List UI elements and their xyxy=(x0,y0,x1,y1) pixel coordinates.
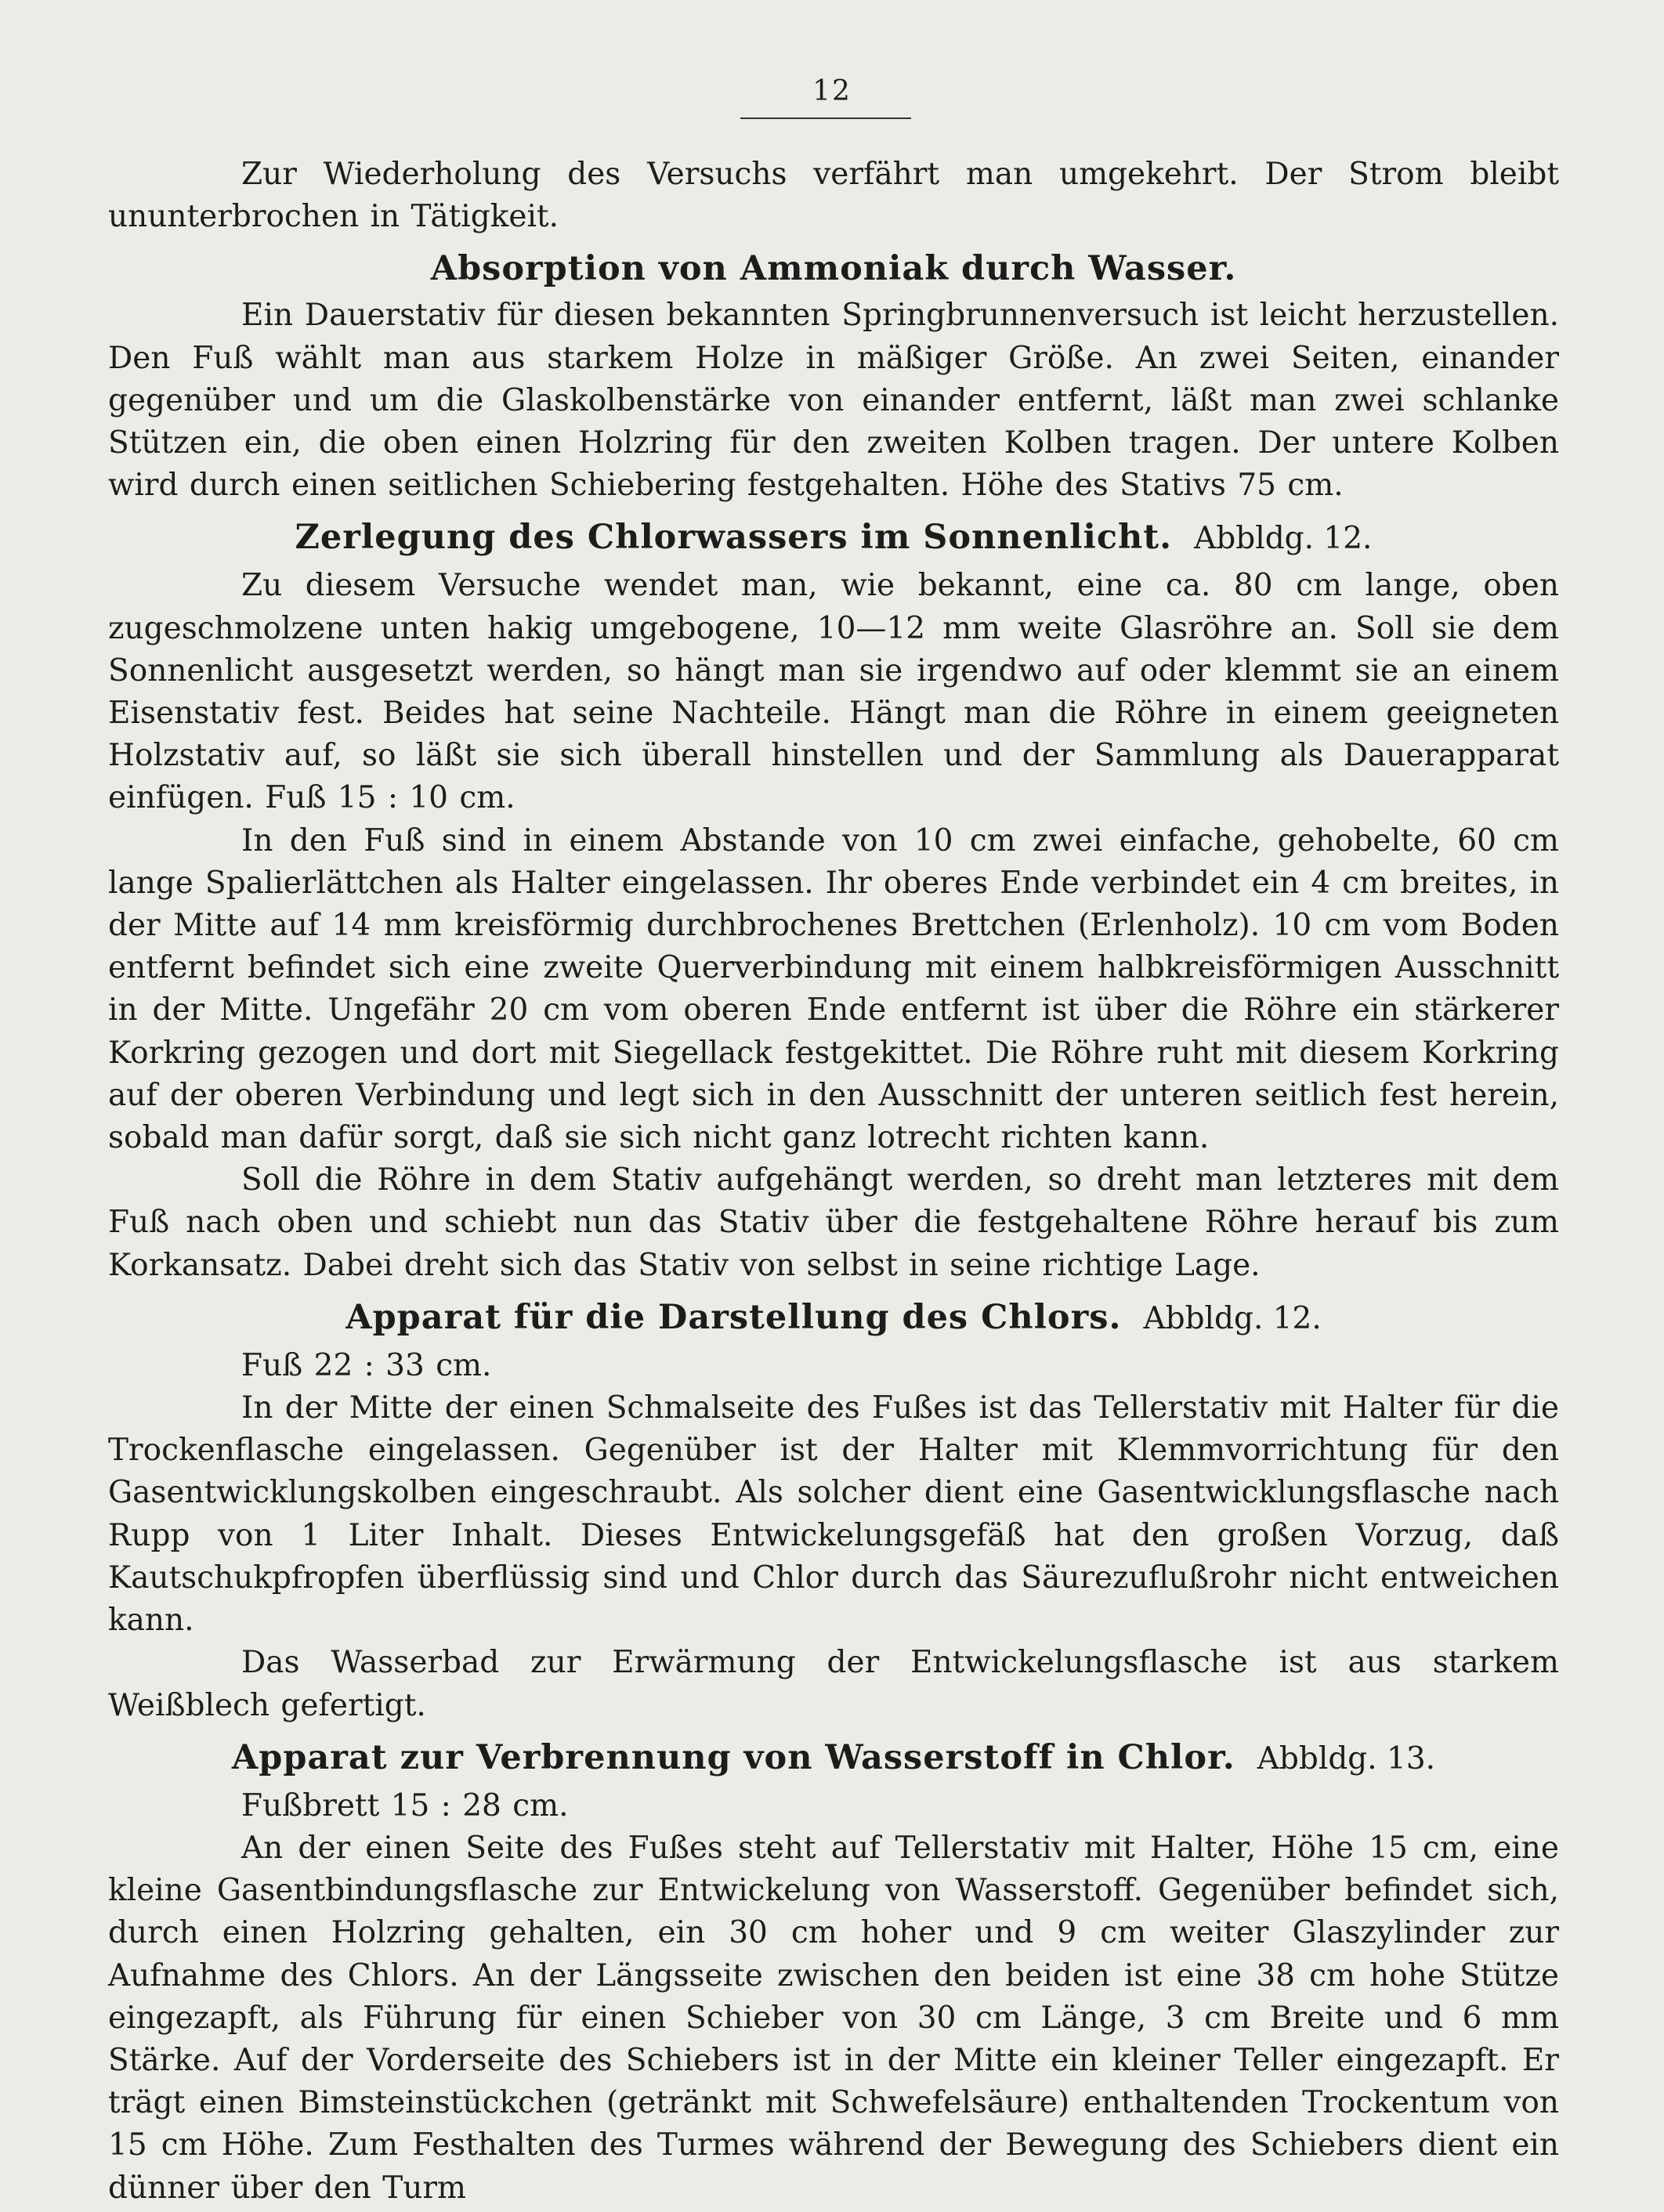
section-title: Absorption von Ammoniak durch Wasser. xyxy=(430,249,1237,289)
section-heading xyxy=(108,1735,1559,1782)
figure-reference: Abbldg. 13. xyxy=(1257,1740,1436,1776)
section-title: Apparat für die Darstellung des Chlors. xyxy=(345,1297,1122,1337)
section-heading xyxy=(108,1295,1559,1342)
paragraph: Ein Dauerstativ für diesen bekannten Springbrunnenversuch ist leicht herzustellen. Den Fuß wählt man aus starkem Holze in mäßiger Größe. An zwei Seiten, einander gegenüber und um die Glaskolbenstärke von einander entfernt, läßt man zwei schlanke Stützen ein, die oben einen Holzring für den zweiten Kolben tragen. Der untere Kolben wird durch einen seitlichen Schiebering festgehalten. Höhe des Stativs 75 cm. xyxy=(108,298,1559,504)
section-title: Apparat zur Verbrennung von Wasserstoff in Chlor. xyxy=(231,1737,1235,1777)
paragraph: Fuß 22 : 33 cm. xyxy=(241,1347,492,1383)
page-body xyxy=(108,154,1559,2210)
section-title: Zerlegung des Chlorwassers im Sonnenlicht. xyxy=(295,518,1173,558)
figure-reference: Abbldg. 12. xyxy=(1143,1300,1322,1336)
paragraph: Soll die Röhre in dem Stativ aufgehängt werden, so dreht man letzteres mit dem Fuß nach oben und schiebt nun das Stativ über die festgehaltene Röhre herauf bis zum Korkansatz. Dabei dreht sich das Stativ von selbst in seine richtige Lage. xyxy=(108,1162,1559,1283)
paragraph: Zur Wiederholung des Versuchs verfährt man umgekehrt. Der Strom bleibt ununterbrochen in Tätigkeit. xyxy=(108,157,1559,235)
paragraph: In der Mitte der einen Schmalseite des Fußes ist das Tellerstativ mit Halter für die Trockenflasche eingelassen. Gegenüber ist der Halter mit Klemmvorrichtung für den Gasentwicklungskolben eingeschraubt. Als solcher dient eine Gasentwicklungsflasche nach Rupp von 1 Liter Inhalt. Dieses Entwickelungsgefäß hat den großen Vorzug, daß Kautschukpfropfen überflüssig sind und Chlor durch das Säurezuflußrohr nicht entweichen kann. xyxy=(108,1390,1559,1639)
paragraph: Fußbrett 15 : 28 cm. xyxy=(241,1787,569,1823)
paragraph: In den Fuß sind in einem Abstande von 10 cm zwei einfache, gehobelte, 60 cm lange Spalierlättchen als Halter eingelassen. Ihr oberes Ende verbindet ein 4 cm breites, in der Mitte auf 14 mm kreisförmig durchbrochenes Brettchen (Erlenholz). 10 cm vom Boden entfernt befindet sich eine zweite Querverbindung mit einem halbkreisförmigen Ausschnitt in der Mitte. Ungefähr 20 cm vom oberen Ende entfernt ist über die Röhre ein stärkerer Korkring gezogen und dort mit Siegellack festgekittet. Die Röhre ruht mit diesem Korkring auf der oberen Verbindung und legt sich in den Ausschnitt der unteren seitlich fest herein, sobald man dafür sorgt, daß sie sich nicht ganz lotrecht richten kann. xyxy=(108,822,1559,1156)
paragraph: Das Wasserbad zur Erwärmung der Entwickelungsflasche ist aus starkem Weißblech gefertigt. xyxy=(108,1645,1559,1723)
paragraph: An der einen Seite des Fußes steht auf Tellerstativ mit Halter, Höhe 15 cm, eine kleine Gasentbindungsflasche zur Entwickelung von Wasserstoff. Gegenüber befindet sich, durch einen Holzring gehalten, ein 30 cm hoher und 9 cm weiter Glaszylinder zur Aufnahme des Chlors. An der Längsseite zwischen den beiden ist eine 38 cm hohe Stütze eingezapft, als Führung für einen Schieber von 30 cm Länge, 3 cm Breite und 6 mm Stärke. Auf der Vorderseite des Schiebers ist in der Mitte ein kleiner Teller eingezapft. Er trägt einen Bimsteinstückchen (getränkt mit Schwefelsäure) enthaltenden Trockentum von 15 cm Höhe. Zum Festhalten des Turmes während der Bewegung des Schiebers dient ein dünner über den Turm xyxy=(108,1830,1559,2206)
paragraph: Zu diesem Versuche wendet man, wie bekannt, eine ca. 80 cm lange, oben zugeschmolzene unten hakig umgebogene, 10—12 mm weite Glasröhre an. Soll sie dem Sonnenlicht ausgesetzt werden, so hängt man sie irgendwo auf oder klemmt sie an einem Eisenstativ fest. Beides hat seine Nachteile. Hängt man die Röhre in einem geeigneten Holzstativ auf, so läßt sie sich überall hinstellen und der Sammlung als Dauerapparat einfügen. Fuß 15 : 10 cm. xyxy=(108,568,1559,816)
figure-reference: Abbldg. 12. xyxy=(1194,521,1373,557)
section-heading xyxy=(108,515,1559,562)
section-heading xyxy=(108,246,1559,291)
page-number: 12 xyxy=(812,75,852,107)
page-number-rule xyxy=(740,117,911,119)
